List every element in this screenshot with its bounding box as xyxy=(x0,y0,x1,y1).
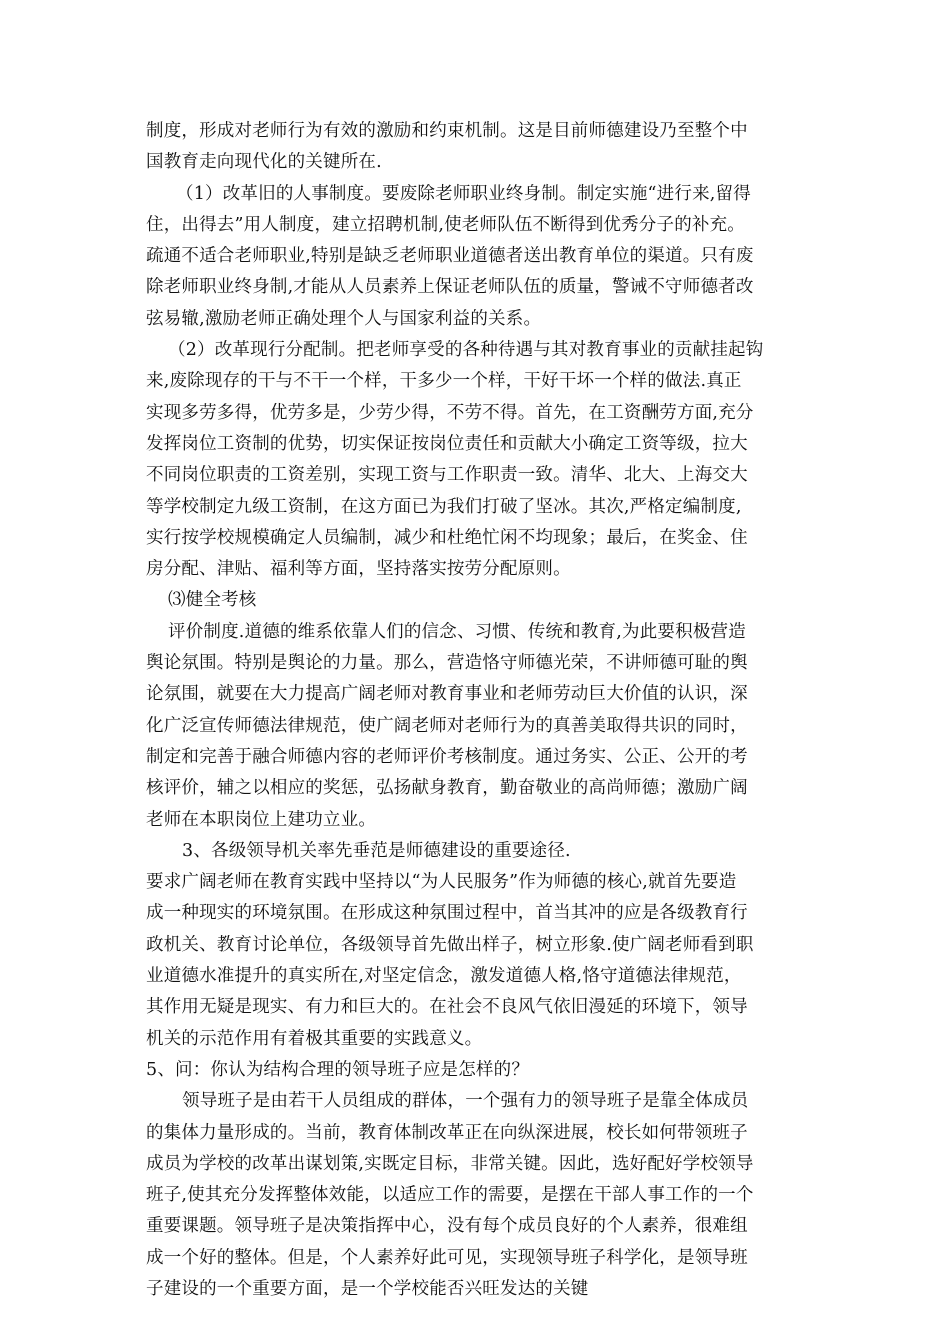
section-heading: ⑶健全考核 xyxy=(168,590,257,611)
text-line: 论氛围，就要在大力提高广阔老师对教育事业和老师劳动巨大价值的认识，深 xyxy=(146,684,748,705)
text-line: 评价制度.道德的维系依靠人们的信念、习惯、传统和教育,为此要积极营造 xyxy=(168,621,746,642)
text-line: 成员为学校的改革出谋划策,实既定目标，非常关键。因此，选好配好学校领导 xyxy=(146,1153,754,1174)
text-line: 弦易辙,激励老师正确处理个人与国家利益的关系。 xyxy=(146,308,542,329)
text-line: 化广泛宣传师德法律规范，使广阔老师对老师行为的真善美取得共识的同时， xyxy=(146,715,748,736)
text-line: （2）改革现行分配制。把老师享受的各种待遇与其对教育事业的贡献挂起钩 xyxy=(168,340,764,361)
text-line: 发挥岗位工资制的优势，切实保证按岗位责任和贡献大小确定工资等级，拉大 xyxy=(146,433,748,454)
text-line: 要求广阔老师在教育实践中坚持以“为人民服务”作为师德的核心,就首先要造 xyxy=(146,872,737,893)
document-body xyxy=(146,116,806,1305)
text-line: 实现多劳多得，优劳多是，少劳少得，不劳不得。首先，在工资酬劳方面,充分 xyxy=(146,402,754,423)
text-line: 成一个好的整体。但是，个人素养好此可见，实现领导班子科学化，是领导班 xyxy=(146,1247,748,1268)
text-line: 来,废除现存的干与不干一个样，干多少一个样，干好干坏一个样的做法.真正 xyxy=(146,371,742,392)
text-line: 等学校制定九级工资制，在这方面已为我们打破了坚冰。其次,严格定编制度, xyxy=(146,496,742,517)
text-line: 舆论氛围。特别是舆论的力量。那么，营造恪守师德光荣，不讲师德可耻的舆 xyxy=(146,653,748,674)
text-line: 成一种现实的环境氛围。在形成这种氛围过程中，首当其冲的应是各级教育行 xyxy=(146,903,748,924)
text-line: 重要课题。领导班子是决策指挥中心，没有每个成员良好的个人素养，很难组 xyxy=(146,1216,748,1237)
question-heading: 5、问：你认为结构合理的领导班子应是怎样的？ xyxy=(146,1059,530,1080)
text-line: 老师在本职岗位上建功立业。 xyxy=(146,809,377,830)
text-line: 班子,使其充分发挥整体效能，以适应工作的需要，是摆在干部人事工作的一个 xyxy=(146,1185,754,1206)
text-line: 疏通不适合老师职业,特别是缺乏老师职业道德者送出教育单位的渠道。只有废 xyxy=(146,246,754,267)
text-line: 领导班子是由若干人员组成的群体，一个强有力的领导班子是靠全体成员 xyxy=(182,1091,749,1112)
text-line: 核评价，辅之以相应的奖惩，弘扬献身教育，勤奋敬业的高尚师德；激励广阔 xyxy=(146,778,748,799)
text-line: 业道德水准提升的真实所在,对坚定信念，激发道德人格,恪守道德法律规范， xyxy=(146,966,742,987)
text-line: 机关的示范作用有着极其重要的实践意义。 xyxy=(146,1028,483,1049)
text-line: 制定和完善于融合师德内容的老师评价考核制度。通过务实、公正、公开的考 xyxy=(146,746,748,767)
text-line: 住，出得去”用人制度，建立招聘机制,使老师队伍不断得到优秀分子的补充。 xyxy=(146,214,746,235)
text-line: 的集体力量形成的。当前，教育体制改革正在向纵深进展，校长如何带领班子 xyxy=(146,1122,748,1143)
text-line: 实行按学校规模确定人员编制，减少和杜绝忙闲不均现象；最后，在奖金、住 xyxy=(146,527,748,548)
text-line: 政机关、教育讨论单位，各级领导首先做出样子，树立形象.使广阔老师看到职 xyxy=(146,934,754,955)
text-line: 除老师职业终身制,才能从人员素养上保证老师队伍的质量，警诫不守师德者改 xyxy=(146,277,754,298)
text-line: 房分配、津贴、福利等方面，坚持落实按劳分配原则。 xyxy=(146,559,571,580)
section-heading: 3、各级领导机关率先垂范是师德建设的重要途径. xyxy=(182,840,571,861)
text-line: 国教育走向现代化的关键所在. xyxy=(146,152,382,173)
text-line: 不同岗位职责的工资差别，实现工资与工作职责一致。清华、北大、上海交大 xyxy=(146,465,748,486)
text-line: 其作用无疑是现实、有力和巨大的。在社会不良风气依旧漫延的环境下，领导 xyxy=(146,997,748,1018)
text-line: 子建设的一个重要方面，是一个学校能否兴旺发达的关键 xyxy=(146,1278,589,1299)
text-line: （1）改革旧的人事制度。要废除老师职业终身制。制定实施“进行来,留得 xyxy=(176,183,751,204)
text-line: 制度，形成对老师行为有效的激励和约束机制。这是目前师德建设乃至整个中 xyxy=(146,121,748,141)
